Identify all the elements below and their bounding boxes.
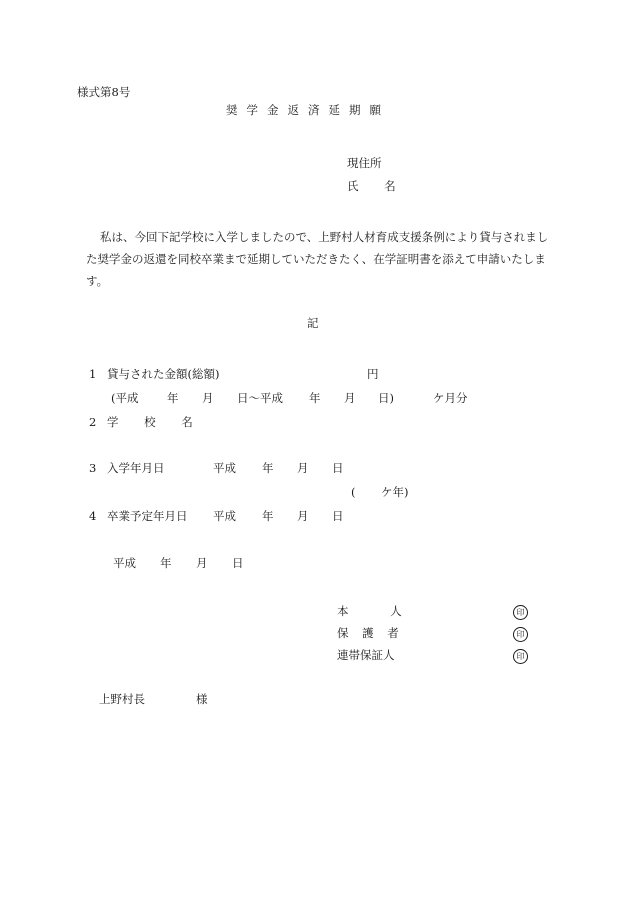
item4-year: 年: [262, 509, 274, 523]
address-label: 現住所: [347, 156, 382, 170]
item3-year: 年: [262, 461, 274, 475]
item4-day: 日: [332, 509, 344, 523]
item3-month: 月: [297, 461, 309, 475]
addressee-name: 上野村長: [99, 692, 145, 706]
item1-day-to: 日～平成: [237, 391, 283, 405]
name-label: 氏 名: [347, 179, 407, 193]
seal-icon-guarantor: 印: [513, 649, 528, 664]
body-paragraph: 私は、今回下記学校に入学しましたので、上野村人材育成支援条例により貸与されました奨学金の返還を同校卒業まで延期していただきたく、在学証明書を添えて申請いたします。: [86, 230, 549, 288]
date-era: 平成: [113, 556, 136, 570]
item1-unit: 円: [367, 367, 379, 381]
signer-label-guardian: 保 護 者: [337, 626, 404, 640]
item1-day-close: 日): [378, 391, 394, 405]
item3-duration-open: (: [351, 485, 356, 499]
item1-months: ケ月分: [433, 391, 468, 405]
item1-month1: 月: [202, 391, 214, 405]
seal-icon-self: 印: [513, 605, 528, 620]
item1-label: 貸与された金額(総額): [107, 367, 220, 381]
item3-label: 入学年月日: [107, 461, 165, 475]
item2-label: 学 校 名: [107, 415, 204, 429]
form-number: 様式第8号: [77, 85, 131, 99]
item3-era: 平成: [213, 461, 236, 475]
item4-label: 卒業予定年月日: [107, 509, 188, 523]
item4-month: 月: [297, 509, 309, 523]
addressee-honorific: 様: [196, 692, 208, 706]
item3-day: 日: [332, 461, 344, 475]
item1-period-open: (平成: [111, 391, 139, 405]
signer-label-guarantor: 連帯保証人: [337, 648, 395, 662]
item1-month2: 月: [344, 391, 356, 405]
item2-number: 2: [89, 415, 97, 429]
date-month: 月: [196, 556, 208, 570]
date-day: 日: [232, 556, 244, 570]
item4-number: 4: [89, 509, 97, 523]
item4-era: 平成: [213, 509, 236, 523]
seal-icon-guardian: 印: [513, 627, 528, 642]
date-year: 年: [160, 556, 172, 570]
item1-year2: 年: [309, 391, 321, 405]
item3-duration-close: ケ年): [381, 485, 409, 499]
item3-number: 3: [89, 461, 97, 475]
ki-heading: 記: [307, 316, 319, 330]
document-title: 奨学金返済延期願: [226, 103, 390, 117]
item1-number: 1: [89, 367, 97, 381]
item1-year1: 年: [167, 391, 179, 405]
signer-label-self: 本 人: [337, 604, 421, 618]
